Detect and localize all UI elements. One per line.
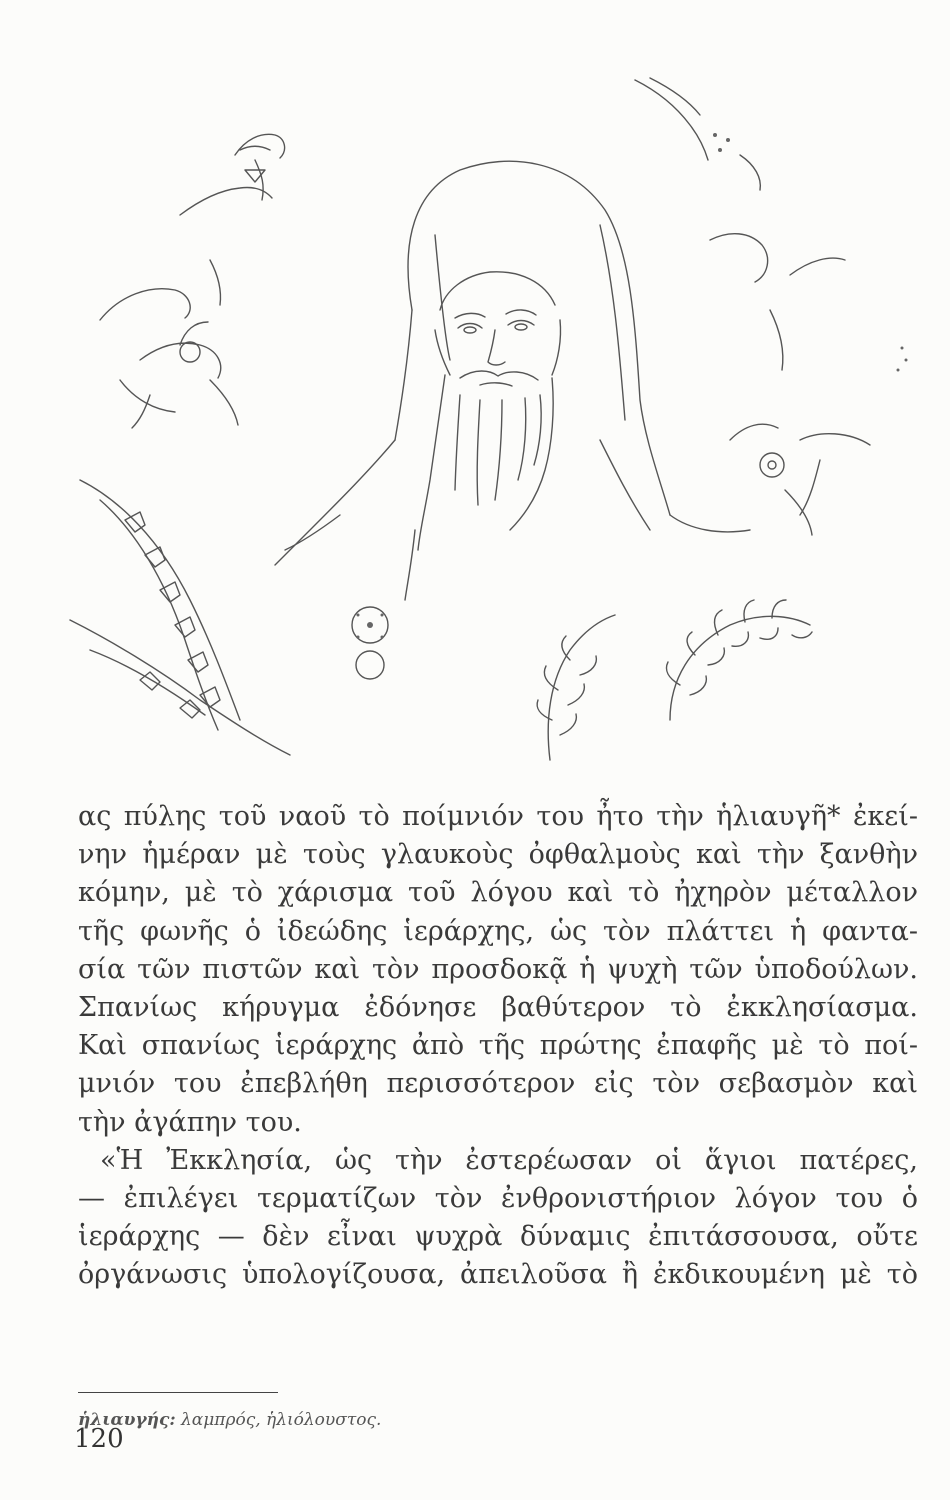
body-line-8: μνιόν του ἐπεβλήθη περισσότερον εἰς τὸν σεβασμὸν καὶ [78,1068,918,1100]
footnote-definition: λαμπρός, ἡλιόλουστος. [181,1410,382,1430]
body-line-4: τῆς φωνῆς ὁ ἰδεώδης ἱεράρχης, ὡς τὸν πλάττει ἡ φαντα- [78,915,918,947]
body-line-12: ἱεράρχης — δὲν εἶναι ψυχρὰ δύναμις ἐπιτάσσουσα, οὔτε [78,1221,918,1253]
body-line-11: — ἐπιλέγει τερματίζων τὸν ἐνθρονιστήριον λόγον του ὁ [78,1183,918,1215]
body-line-1: ας πύλης τοῦ ναοῦ τὸ ποίμνιόν του ἦτο τὴν ἡλιαυγῆ* ἐκεί- [78,801,918,832]
flower-rosette-icon [635,78,908,535]
body-line-6: Σπανίως κήρυγμα ἐδόνησε βαθύτερον τὸ ἐκκλησίασμα. [78,992,918,1024]
body-line-2: νην ἡμέραν μὲ τοὺς γλαυκοὺς ὀφθαλμοὺς καὶ τὴν ξανθὴν [78,839,918,871]
footnote-term: ἡλιαυγής: [78,1410,176,1430]
hierarch-portrait-illustration [40,60,920,790]
page-number: 120 [74,1424,124,1454]
portrait-of-hierarch-icon [275,161,750,679]
wheat-stalk-icon [70,480,290,755]
body-line-9: τὴν ἀγάπην του. [78,1106,302,1138]
body-line-10: «Ἡ Ἐκκλησία, ὡς τὴν ἐστερέωσαν οἱ ἅγιοι πατέρες, [100,1144,918,1176]
body-text [78,798,918,1295]
body-line-13: ὀργάνωσις ὑπολογίζουσα, ἀπειλοῦσα ἢ ἐκδικουμένη μὲ τὸ [78,1259,918,1291]
fern-leaf-icon [537,600,812,760]
body-line-5: σία τῶν πιστῶν καὶ τὸν προσδοκᾷ ἡ ψυχὴ τῶν ὑποδούλων. [78,953,918,985]
floral-ornament-icon [100,134,285,428]
footnote-divider [78,1392,278,1393]
body-line-3: κόμην, μὲ τὸ χάρισμα τοῦ λόγου καὶ τὸ ἠχηρὸν μέταλλον [78,877,918,909]
body-line-7: Καὶ σπανίως ἱεράρχης ἀπὸ τῆς πρώτης ἐπαφῆς μὲ τὸ ποί- [78,1030,918,1062]
